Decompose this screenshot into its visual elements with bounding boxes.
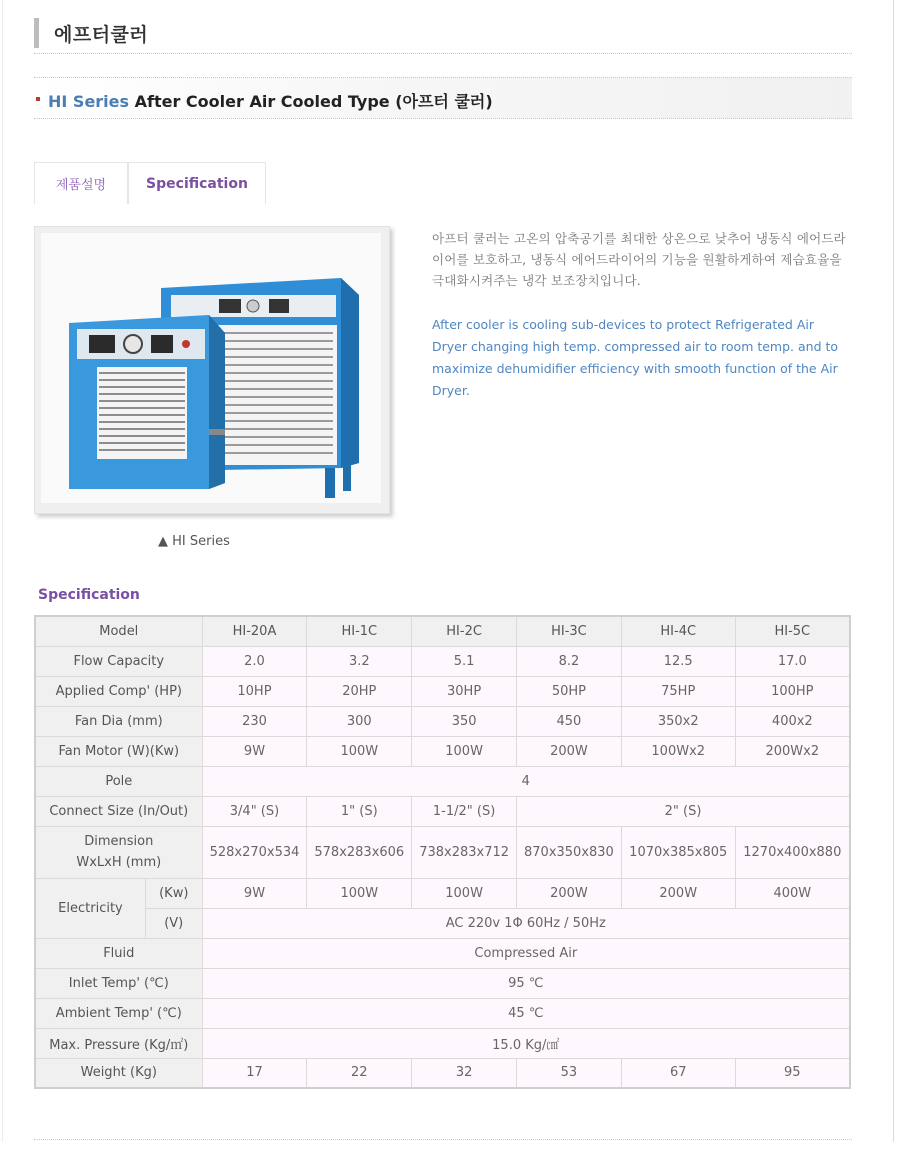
comp-cell: 20HP	[307, 676, 412, 706]
inlet-cell: 95 ℃	[202, 968, 850, 998]
voltage-cell: AC 220v 1Φ 60Hz / 50Hz	[202, 908, 850, 938]
comp-cell: 75HP	[621, 676, 735, 706]
fan-motor-cell: 200Wx2	[735, 736, 850, 766]
row-sublabel-kw: (Kw)	[145, 878, 202, 908]
fan-dia-cell: 400x2	[735, 706, 850, 736]
series-title	[48, 89, 493, 112]
flow-cell: 17.0	[735, 646, 850, 676]
kw-cell: 9W	[202, 878, 307, 908]
dimension-label-line1: Dimension	[84, 834, 154, 849]
weight-cell: 95	[735, 1058, 850, 1088]
kw-cell: 200W	[517, 878, 622, 908]
tab-description[interactable]: 제품설명	[34, 162, 128, 204]
table-row-electricity-kw	[35, 878, 850, 908]
dimension-label-line2: WxLxH (mm)	[76, 855, 162, 870]
model-cell: HI-2C	[412, 616, 517, 646]
model-cell: HI-5C	[735, 616, 850, 646]
row-label-pressure: Max. Pressure (Kg/㎡)	[35, 1028, 202, 1058]
connect-cell: 1" (S)	[307, 796, 412, 826]
weight-cell: 17	[202, 1058, 307, 1088]
pole-cell: 4	[202, 766, 850, 796]
table-row-dimension	[35, 826, 850, 878]
row-label-weight: Weight (Kg)	[35, 1058, 202, 1088]
product-photo	[41, 233, 381, 503]
row-label-ambient: Ambient Temp' (℃)	[35, 998, 202, 1028]
weight-cell: 67	[621, 1058, 735, 1088]
fan-motor-cell: 200W	[517, 736, 622, 766]
flow-cell: 3.2	[307, 646, 412, 676]
kw-cell: 200W	[621, 878, 735, 908]
weight-cell: 32	[412, 1058, 517, 1088]
fan-dia-cell: 350x2	[621, 706, 735, 736]
row-label-inlet: Inlet Temp' (℃)	[35, 968, 202, 998]
product-photo-frame	[34, 226, 390, 514]
connect-cell: 2" (S)	[517, 796, 850, 826]
description-english: After cooler is cooling sub-devices to protect Refrigerated Air Dryer changing high temp. compressed air to room temp. and to maximize dehumidifier efficiency with smooth function of the Air Dryer.	[432, 317, 839, 398]
dimension-cell: 738x283x712	[412, 826, 517, 878]
flow-cell: 8.2	[517, 646, 622, 676]
series-name: After Cooler Air Cooled Type	[134, 92, 390, 111]
fluid-cell: Compressed Air	[202, 938, 850, 968]
bullet-icon	[36, 97, 40, 101]
table-row-ambient	[35, 998, 850, 1028]
table-row-inlet	[35, 968, 850, 998]
table-row-fan-motor	[35, 736, 850, 766]
page-header	[34, 16, 852, 54]
frame-left-border	[2, 0, 3, 1142]
flow-cell: 5.1	[412, 646, 517, 676]
model-cell: HI-1C	[307, 616, 412, 646]
row-label-flow: Flow Capacity	[35, 646, 202, 676]
table-row-model	[35, 616, 850, 646]
row-label-fan-motor: Fan Motor (W)(Kw)	[35, 736, 202, 766]
weight-cell: 22	[307, 1058, 412, 1088]
fan-motor-cell: 9W	[202, 736, 307, 766]
model-cell: HI-3C	[517, 616, 622, 646]
connect-cell: 3/4" (S)	[202, 796, 307, 826]
kw-cell: 100W	[412, 878, 517, 908]
fan-motor-cell: 100Wx2	[621, 736, 735, 766]
weight-cell: 53	[517, 1058, 622, 1088]
comp-cell: 30HP	[412, 676, 517, 706]
kw-cell: 400W	[735, 878, 850, 908]
page-title: 에프터쿨러	[54, 24, 149, 46]
dimension-cell: 578x283x606	[307, 826, 412, 878]
connect-cell: 1-1/2" (S)	[412, 796, 517, 826]
row-label-connect: Connect Size (In/Out)	[35, 796, 202, 826]
title-bar-decoration	[34, 18, 39, 48]
description-korean: 아프터 쿨러는 고온의 압축공기를 최대한 상온으로 낮추어 냉동식 에어드라이어를 보호하고, 냉동식 에어드라이어의 기능을 원활하게하여 제습효율을 극대화시켜주는 냉각 보조장치입니다.	[432, 231, 846, 288]
frame-right-border	[893, 0, 894, 1142]
flow-cell: 12.5	[621, 646, 735, 676]
comp-cell: 100HP	[735, 676, 850, 706]
pressure-cell: 15.0 Kg/㎠	[202, 1028, 850, 1058]
fan-dia-cell: 350	[412, 706, 517, 736]
table-row-fluid	[35, 938, 850, 968]
fan-dia-cell: 230	[202, 706, 307, 736]
dimension-cell: 528x270x534	[202, 826, 307, 878]
model-cell: HI-20A	[202, 616, 307, 646]
kw-cell: 100W	[307, 878, 412, 908]
fan-dia-cell: 300	[307, 706, 412, 736]
table-row-weight	[35, 1058, 850, 1088]
dimension-cell: 1070x385x805	[621, 826, 735, 878]
dimension-cell: 1270x400x880	[735, 826, 850, 878]
row-label-pole: Pole	[35, 766, 202, 796]
specification-table	[34, 615, 851, 1089]
row-label-electricity: Electricity	[35, 878, 145, 938]
dimension-cell: 870x350x830	[517, 826, 622, 878]
table-row-flow	[35, 646, 850, 676]
series-prefix: HI Series	[48, 92, 130, 111]
fan-dia-cell: 450	[517, 706, 622, 736]
photo-caption: ▲ HI Series	[158, 534, 230, 549]
row-label-fluid: Fluid	[35, 938, 202, 968]
flow-cell: 2.0	[202, 646, 307, 676]
comp-cell: 10HP	[202, 676, 307, 706]
fan-motor-cell: 100W	[307, 736, 412, 766]
series-header	[34, 77, 852, 119]
ambient-cell: 45 ℃	[202, 998, 850, 1028]
series-korean: (아프터 쿨러)	[395, 92, 493, 111]
table-row-pressure	[35, 1028, 850, 1058]
table-row-fan-dia	[35, 706, 850, 736]
row-label-comp: Applied Comp' (HP)	[35, 676, 202, 706]
table-row-electricity-v	[35, 908, 850, 938]
fan-motor-cell: 100W	[412, 736, 517, 766]
row-label-fan-dia: Fan Dia (mm)	[35, 706, 202, 736]
table-row-comp	[35, 676, 850, 706]
row-label-model: Model	[35, 616, 202, 646]
model-cell: HI-4C	[621, 616, 735, 646]
after-cooler-illustration	[41, 233, 381, 503]
specification-heading: Specification	[38, 587, 140, 603]
tab-specification[interactable]: Specification	[128, 162, 266, 204]
row-label-dimension	[35, 826, 202, 878]
table-row-connect	[35, 796, 850, 826]
table-row-pole	[35, 766, 850, 796]
comp-cell: 50HP	[517, 676, 622, 706]
row-sublabel-v: (V)	[145, 908, 202, 938]
bottom-divider	[34, 1139, 852, 1140]
